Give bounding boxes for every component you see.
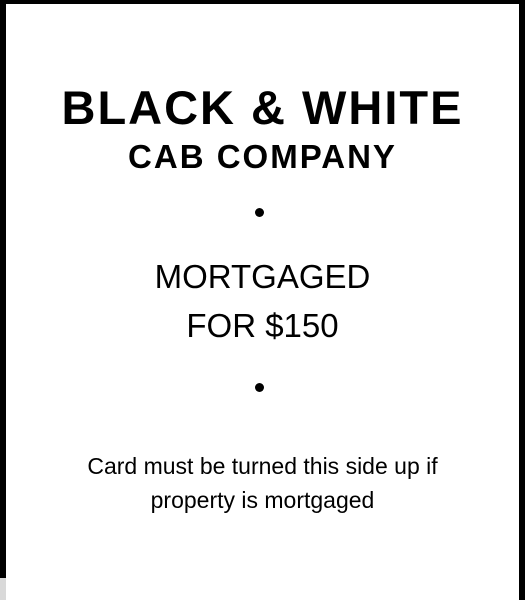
- bullet-divider-top: [255, 208, 264, 217]
- instruction-text-line-1: Card must be turned this side up if: [87, 453, 438, 479]
- property-name-line-2: CAB COMPANY: [128, 138, 397, 175]
- mortgage-value: FOR $150: [186, 307, 339, 344]
- instruction-text-line-2: property is mortgaged: [150, 487, 375, 513]
- card-border-right: [519, 0, 525, 600]
- card-corner-shade: [0, 578, 6, 600]
- card-border-top: [0, 0, 525, 4]
- property-name-line-1: BLACK & WHITE: [61, 81, 464, 134]
- mortgaged-label: MORTGAGED: [154, 258, 371, 295]
- bullet-divider-bottom: [255, 383, 264, 392]
